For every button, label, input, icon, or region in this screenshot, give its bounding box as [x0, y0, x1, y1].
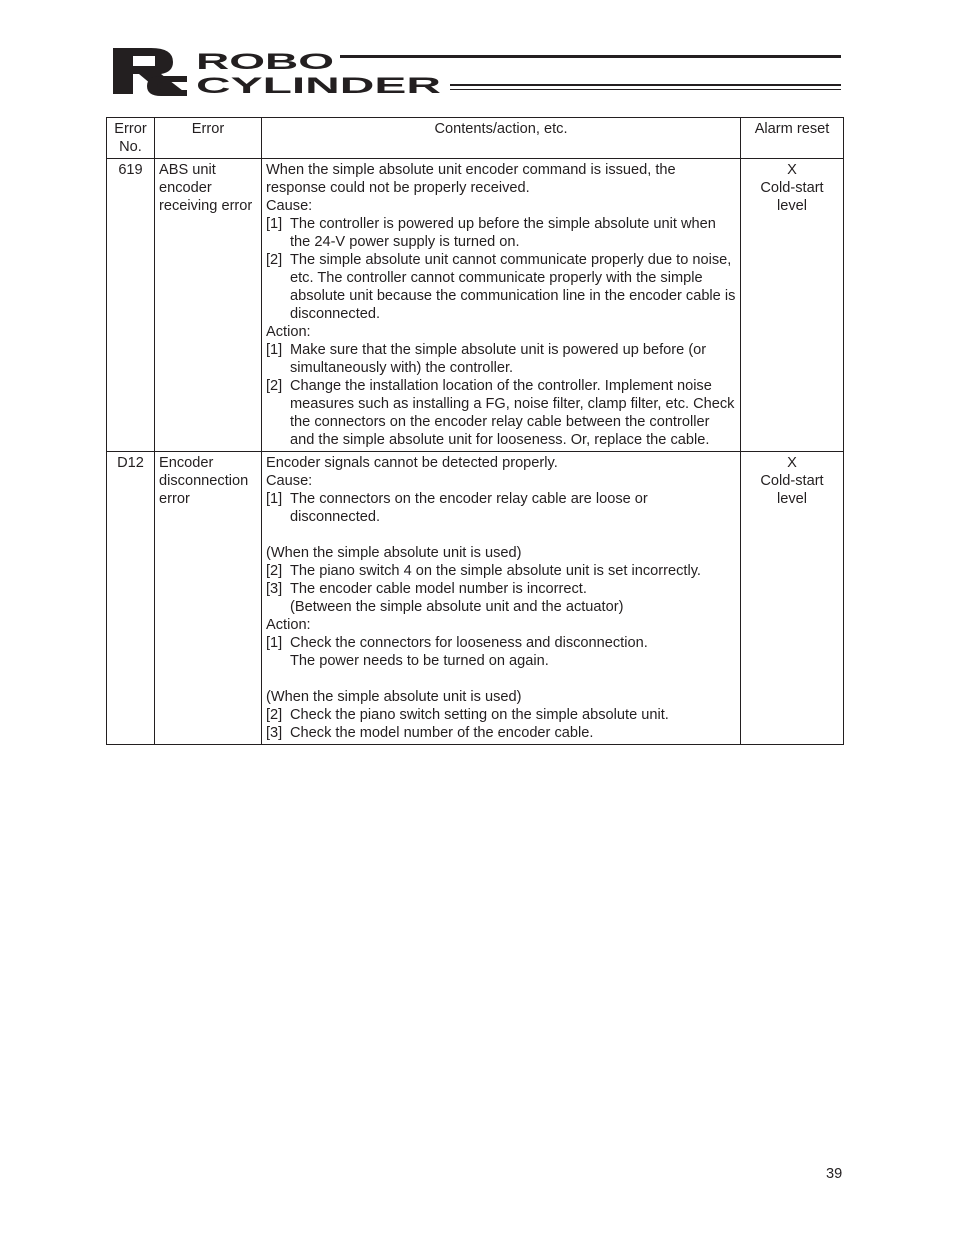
header-contents: Contents/action, etc. [262, 118, 741, 159]
cause-label: Cause: [266, 473, 313, 489]
action-item: [2] Check the piano switch setting on the simple absolute unit. [266, 707, 669, 723]
error-number: D12 [107, 452, 155, 745]
alarm-table [106, 117, 844, 745]
cause-item: [3] The encoder cable model number is incorrect. [266, 581, 587, 597]
cause-item: [1] The connectors on the encoder relay cable are loose or disconnected. [266, 491, 648, 525]
cause-label: Cause: [266, 198, 313, 214]
logo-text-line1: ROBO [196, 50, 334, 74]
cause-item: [2] The piano switch 4 on the simple absolute unit is set incorrectly. [266, 563, 701, 579]
cause-item: [1] The controller is powered up before the simple absolute unit when the 24-V power supply is turned on. [266, 216, 716, 250]
reset-mark: X [787, 455, 797, 471]
header-alarm-reset: Alarm reset [741, 118, 844, 159]
contents-cell [262, 159, 741, 452]
header-error: Error [155, 118, 262, 159]
action-item: [3] Check the model number of the encoder cable. [266, 725, 594, 741]
page-header [0, 0, 954, 110]
cause-item: [2] The simple absolute unit cannot communicate properly due to noise, etc. The controller cannot communicate properly with the simple absolute unit because the communication line in the encoder cable is disconnected. [266, 252, 736, 322]
action-item: [2] Change the installation location of the controller. Implement noise measures such as installing a FG, noise filter, clamp filter, etc. Check the connectors on the encoder relay cable between the controller and the simple absolute unit for looseness. Or, replace the cable. [266, 378, 735, 448]
alarm-reset-cell [741, 452, 844, 745]
page-number: 39 [826, 1166, 843, 1182]
cause-note: (When the simple absolute unit is used) [266, 545, 522, 561]
error-name: Encoder disconnection error [155, 452, 262, 745]
table-row [107, 159, 844, 452]
rc-logo [111, 46, 189, 98]
table-header-row [107, 118, 844, 159]
error-number: 619 [107, 159, 155, 452]
action-sub-note: The power needs to be turned on again. [290, 653, 549, 669]
header-error-no: Error No. [107, 118, 155, 159]
header-rule-bottom [450, 84, 841, 86]
spacer [266, 526, 736, 544]
alarm-reset-cell [741, 159, 844, 452]
summary-text: Encoder signals cannot be detected properly. [266, 455, 558, 471]
reset-level: Cold-start level [760, 473, 824, 507]
action-label: Action: [266, 324, 311, 340]
logo-text-line2: CYLINDER [196, 73, 442, 96]
action-item: [1] Make sure that the simple absolute unit is powered up before (or simultaneously with) the controller. [266, 342, 707, 376]
header-rule-bottom-thin [450, 89, 841, 90]
reset-mark: X [787, 162, 797, 178]
header-rule-top [340, 55, 841, 58]
spacer [266, 670, 736, 688]
action-note: (When the simple absolute unit is used) [266, 689, 522, 705]
reset-level: Cold-start level [760, 180, 824, 214]
contents-cell [262, 452, 741, 745]
cause-sub-note: (Between the simple absolute unit and the actuator) [290, 599, 624, 615]
action-item: [1] Check the connectors for looseness and disconnection. [266, 635, 648, 651]
action-label: Action: [266, 617, 311, 633]
table-row [107, 452, 844, 745]
error-name: ABS unit encoder receiving error [155, 159, 262, 452]
summary-text: When the simple absolute unit encoder command is issued, the response could not be properly received. [266, 162, 676, 196]
